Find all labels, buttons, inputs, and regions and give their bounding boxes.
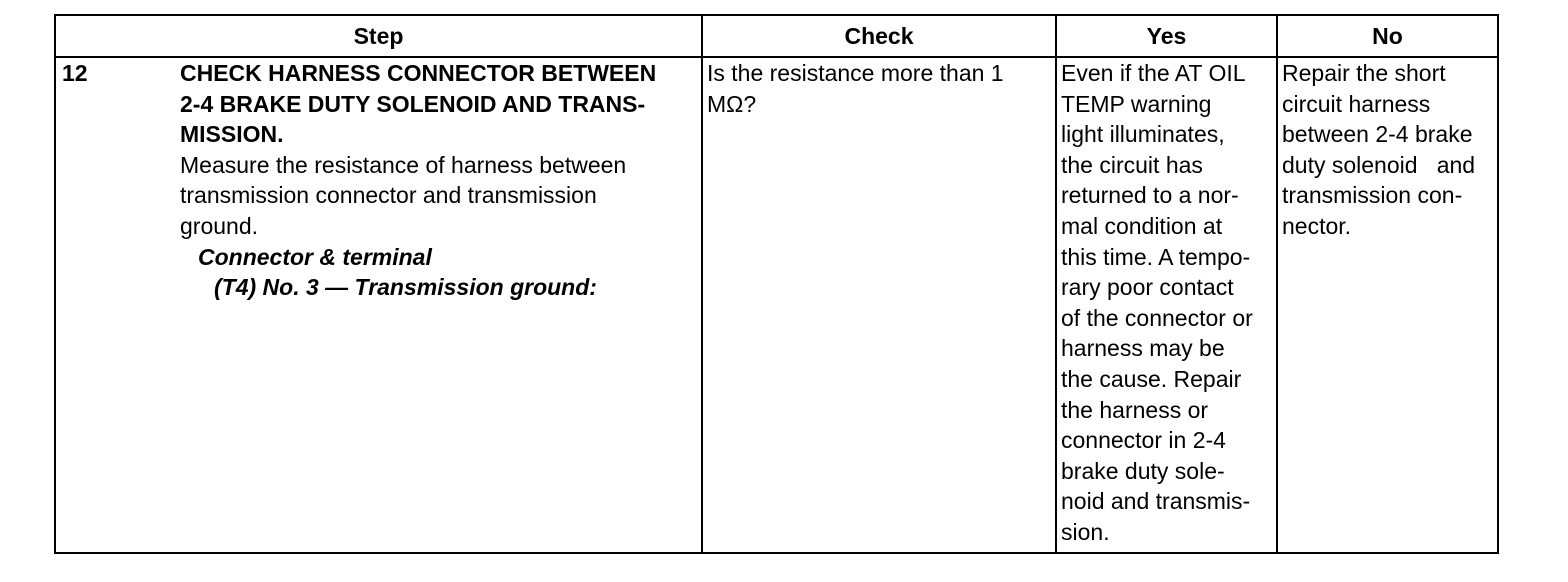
step-instruction-line: transmission connector and transmission <box>180 182 597 209</box>
table-row <box>55 57 1498 553</box>
check-cell <box>702 57 1056 553</box>
step-title-line: CHECK HARNESS CONNECTOR BETWEEN <box>180 60 657 86</box>
yes-text-line: light illuminates, <box>1061 121 1225 148</box>
step-instruction-line: Measure the resistance of harness between <box>180 151 627 178</box>
yes-text-line: of the connector or <box>1061 304 1253 331</box>
connector-terminal-value: (T4) No. 3 — Transmission ground: <box>214 274 597 301</box>
connector-terminal-label: Connector & terminal <box>198 243 432 270</box>
step-cell <box>55 57 702 553</box>
yes-text-line: the cause. Repair <box>1061 365 1242 392</box>
step-title-line: 2-4 BRAKE DUTY SOLENOID AND TRANS- <box>180 90 646 117</box>
yes-text-line: connector in 2-4 <box>1061 427 1226 454</box>
step-number: 12 <box>62 60 88 86</box>
no-cell <box>1277 57 1498 553</box>
no-text-line: between 2-4 brake <box>1282 121 1473 148</box>
yes-text-line: sion. <box>1061 518 1110 545</box>
yes-text-line: the harness or <box>1061 396 1209 423</box>
no-text-line: nector. <box>1282 212 1352 239</box>
no-text-line: Repair the short <box>1282 60 1446 86</box>
yes-text-line: harness may be <box>1061 335 1225 362</box>
yes-text-line: Even if the AT OIL <box>1061 60 1246 86</box>
yes-text-line: returned to a nor- <box>1061 182 1239 209</box>
no-text-line: transmission con- <box>1282 182 1463 209</box>
yes-text-line: brake duty sole- <box>1061 457 1225 484</box>
step-title-line: MISSION. <box>180 121 284 148</box>
yes-text-line: rary poor contact <box>1061 274 1234 301</box>
yes-text-line: TEMP warning <box>1061 90 1212 117</box>
yes-text-line: noid and transmis- <box>1061 488 1251 515</box>
yes-cell <box>1056 57 1277 553</box>
no-text-line: duty solenoid and <box>1282 151 1476 178</box>
header-yes: Yes <box>1056 15 1277 57</box>
check-text-line: MΩ? <box>707 90 757 117</box>
header-step: Step <box>55 15 702 57</box>
diagnostic-table <box>54 14 1499 554</box>
header-check: Check <box>702 15 1056 57</box>
no-text-line: circuit harness <box>1282 90 1431 117</box>
yes-text-line: the circuit has <box>1061 151 1203 178</box>
check-text-line: Is the resistance more than 1 <box>707 60 1004 86</box>
yes-text-line: this time. A tempo- <box>1061 243 1251 270</box>
step-instruction-line: ground. <box>180 212 259 239</box>
step-body <box>180 58 697 303</box>
yes-text-line: mal condition at <box>1061 212 1223 239</box>
table-header-row <box>55 15 1498 57</box>
header-no: No <box>1277 15 1498 57</box>
